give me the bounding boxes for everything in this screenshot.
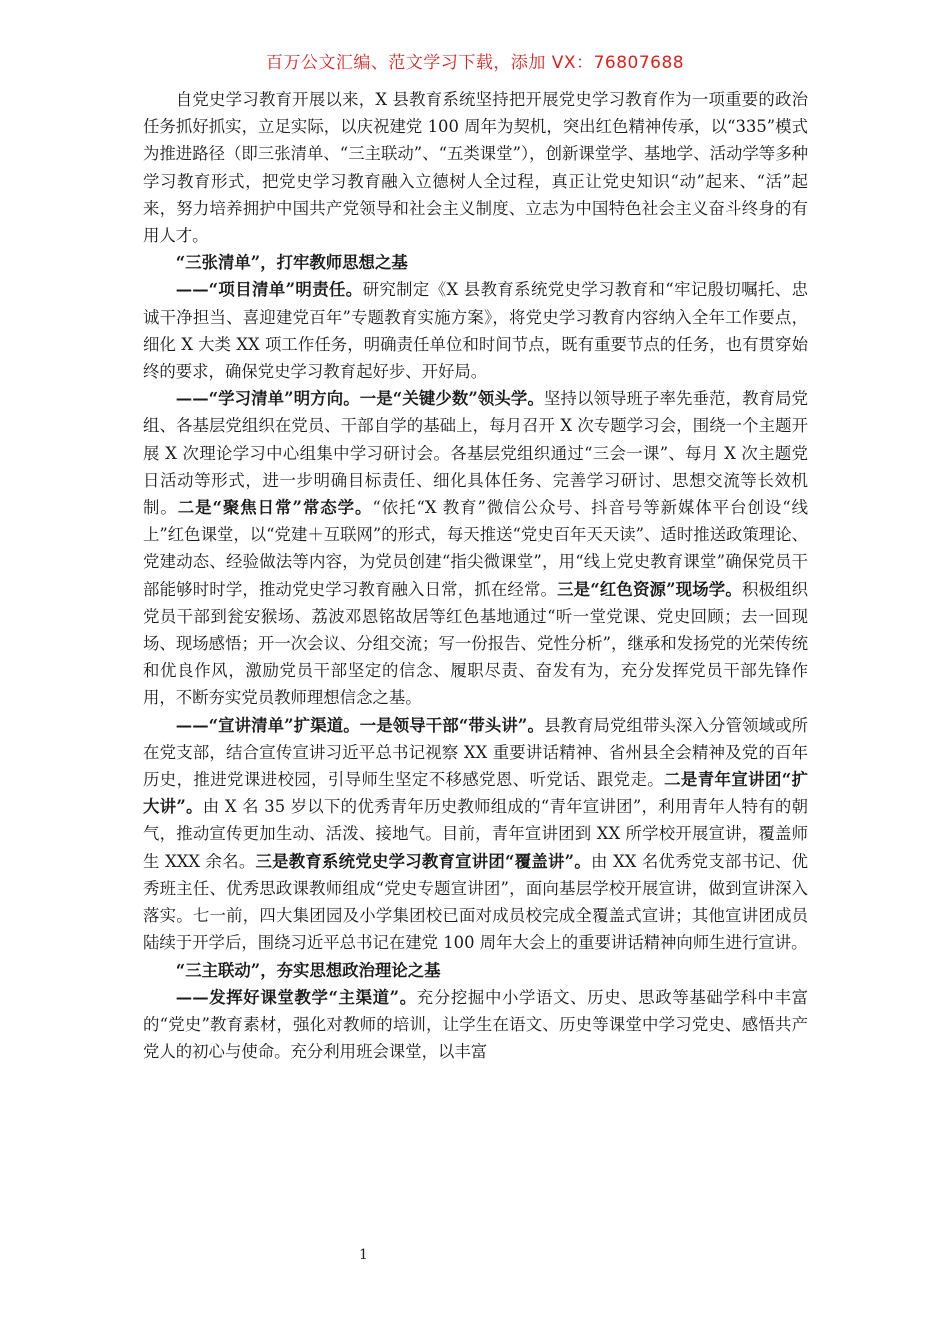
intro-paragraph: 自党史学习教育开展以来，X 县教育系统坚持把开展党史学习教育作为一项重要的政治任务抓好抓实，立足实际，以庆祝建党 100 周年为契机，突出红色精神传承，以“335”模式为推进路径（即三张清单、“三主联动”、“五类课堂”），创新课堂学、基地学、活动学等多种学习教育形式，把党史学习教育融入立德树人全过程，真正让党史知识“动”起来、“活”起来，努力培养拥护中国共产党领导和社会主义制度、立志为中国特色社会主义奋斗终身的有用人才。 xyxy=(143,90,808,246)
text-project-list: 研究制定《X 县教育系统党史学习教育和“牢记殷切嘱托、忠诚干净担当、喜迎建党百年”专题教育实施方案》，将党史学习教育内容纳入全年工作要点，细化 X 大类 XX 项工作任务，明确责任单位和时间节点，既有重要节点的任务，也有贯穿始终的要求，确保党史学习教育起好步、开好局。 xyxy=(143,280,808,382)
section-heading-three-lists: “三张清单”，打牢教师思想之基 xyxy=(175,253,408,273)
text-study-list-1: 坚持以领导班子率先垂范，教育局党组、各基层党组织在党员、干部自学的基础上，每月召开 X 次专题学习会，围绕一个主题开展 X 次理论学习中心组集中学习研讨会。各基层党组织通过“三会一课”、每月 X 次主题党日活动等形式，进一步明确目标责任、细化具体任务、完善学习研讨、思想交流等长效机制。 xyxy=(143,389,808,518)
lead-study-list: ——“学习清单”明方向。一是“关键少数”领头学。 xyxy=(175,389,544,409)
bold-lecture-list-2: 二是青年宣讲团“扩大讲”。 xyxy=(143,770,808,817)
paragraph-lecture-list xyxy=(143,712,808,957)
lead-classroom-channel: ——发挥好课堂教学“主渠道”。 xyxy=(175,987,417,1007)
section-heading-three-linkage: “三主联动”，夯实思想政治理论之基 xyxy=(175,960,441,980)
bold-lecture-list-3: 三是教育系统党史学习教育宣讲团“覆盖讲”。 xyxy=(255,851,591,871)
text-lecture-list-3: 由 XX 名优秀党支部书记、优秀班主任、优秀思政课教师组成“党史专题宣讲团”，面向基层学校开展宣讲，做到宣讲深入落实。七一前，四大集团园及小学集团校已面对成员校完成全覆盖式宣讲；其他宣讲团成员陆续于开学后，围绕习近平总书记在建党 100 周年大会上的重要讲话精神向师生进行宣讲。 xyxy=(143,851,808,953)
bold-study-list-3: 三是“红色资源”现场学。 xyxy=(557,579,742,599)
text-study-list-3: 积极组织党员干部到瓮安猴场、荔波邓恩铭故居等红色基地通过“听一堂党课、党史回顾；去一回现场、现场感悟；开一次会议、分组交流；写一份报告、党性分析”，继承和发扬党的光荣传统和优良作风，激励党员干部坚定的信念、履职尽责、奋发有为，充分发挥党员干部先锋作用，不断夯实党员教师理想信念之基。 xyxy=(143,579,809,708)
paragraph-project-list xyxy=(143,276,808,385)
page-number: 1 xyxy=(359,1247,368,1263)
text-classroom-channel: 充分挖掘中小学语文、历史、思政等基础学科中丰富的“党史”教育素材，强化对教师的培训，让学生在语文、历史等课堂中学习党史、感悟共产党人的初心与使命。充分利用班会课堂，以丰富 xyxy=(143,987,809,1062)
lead-project-list: ——“项目清单”明责任。 xyxy=(175,280,363,300)
text-lecture-list-2: 由 X 名 35 岁以下的优秀青年历史教师组成的“青年宣讲团”，利用青年人特有的朝气，推动宣传更加生动、活泼、接地气。目前，青年宣讲团到 XX 所学校开展宣讲，覆盖师生 XXX 余名。 xyxy=(143,797,808,871)
lead-lecture-list: ——“宣讲清单”扩渠道。一是领导干部“带头讲”。 xyxy=(175,715,544,735)
text-lecture-list-1: 县教育局党组带头深入分管领域或所在党支部，结合宣传宣讲习近平总书记视察 XX 重要讲话精神、省州县全会精神及党的百年历史，推进党课进校园，引导师生坚定不移感党恩、听党话、跟党走。 xyxy=(143,715,808,790)
watermark-header: 百万公文汇编、范文学习下载，添加 VX：76807688 xyxy=(265,53,685,73)
text-study-list-2: “依托“X 教育”微信公众号、抖音号等新媒体平台创设“线上”红色课堂，以“党建＋互联网”的形式，每天推送“党史百年天天读”、适时推送政策理论、党建动态、经验做法等内容，为党员创建“指尖微课堂”，用“线上党史教育课堂”确保党员干部能够时时学，推动党史学习教育融入日常，抓在经常。 xyxy=(143,498,808,599)
paragraph-classroom-channel xyxy=(143,984,808,1066)
bold-study-list-2: 二是“聚焦日常”常态学。 xyxy=(177,498,373,518)
document-body xyxy=(143,86,808,1065)
paragraph-study-list xyxy=(143,385,808,711)
